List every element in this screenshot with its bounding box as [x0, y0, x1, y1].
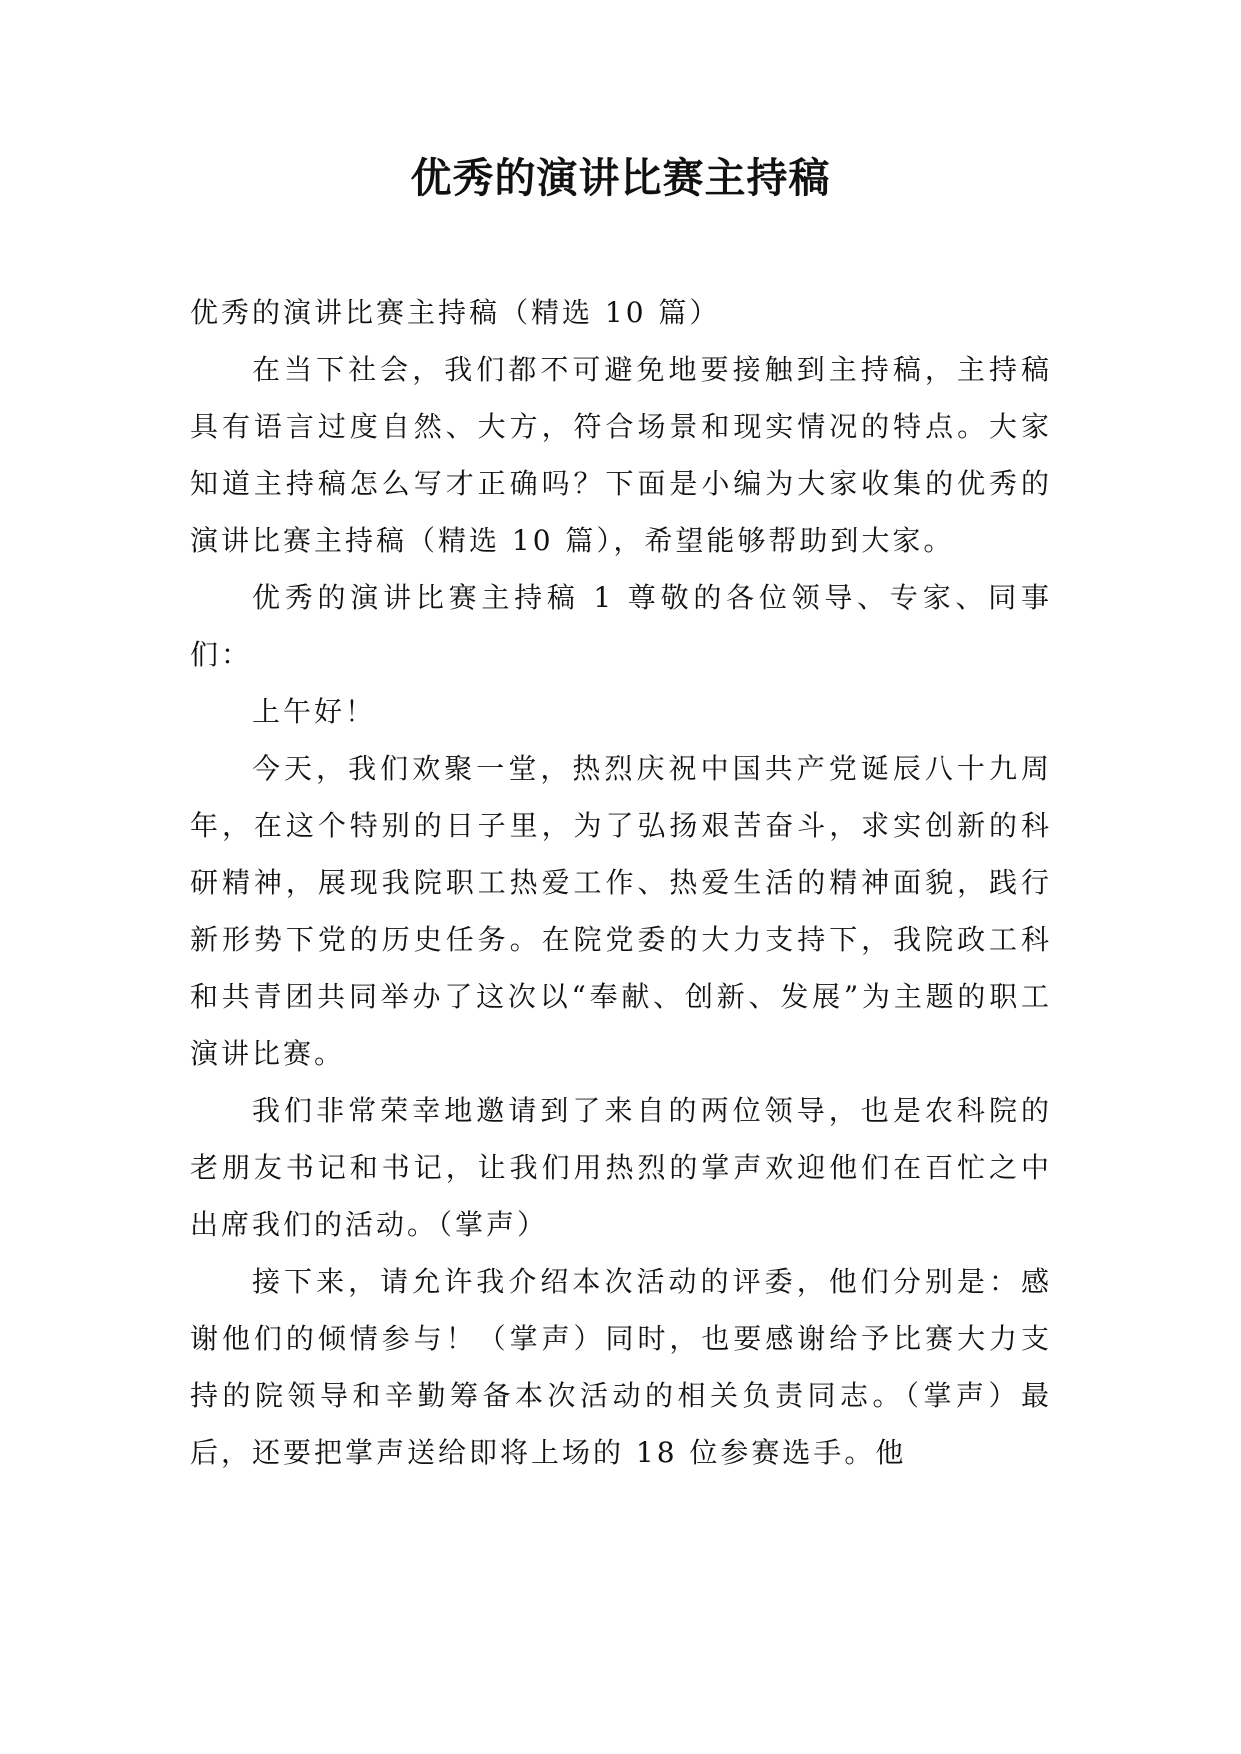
document-title: 优秀的演讲比赛主持稿	[410, 154, 831, 202]
document-body	[190, 284, 1052, 1481]
paragraph-celebration: 今天，我们欢聚一堂，热烈庆祝中国共产党诞辰八十九周年，在这个特别的日子里，为了弘扬艰苦奋斗，求实创新的科研精神，展现我院职工热爱工作、热爱生活的精神面貌，践行新形势下党的历史任务。在院党委的大力支持下，我院政工科和共青团共同举办了这次以“奉献、创新、发展”为主题的职工演讲比赛。	[190, 752, 1052, 1070]
paragraph-guests: 我们非常荣幸地邀请到了来自的两位领导，也是农科院的老朋友书记和书记，让我们用热烈的掌声欢迎他们在百忙之中出席我们的活动。（掌声）	[190, 1094, 1052, 1241]
paragraph-judges: 接下来，请允许我介绍本次活动的评委，他们分别是：感谢他们的倾情参与！（掌声）同时，也要感谢给予比赛大力支持的院领导和辛勤筹备本次活动的相关负责同志。（掌声）最后，还要把掌声送给即将上场的 18 位参赛选手。他	[190, 1265, 1052, 1469]
document-subtitle: 优秀的演讲比赛主持稿（精选 10 篇）	[190, 296, 721, 329]
paragraph-intro: 在当下社会，我们都不可避免地要接触到主持稿，主持稿具有语言过度自然、大方，符合场景和现实情况的特点。大家知道主持稿怎么写才正确吗？下面是小编为大家收集的优秀的演讲比赛主持稿（精选 10 篇），希望能够帮助到大家。	[190, 353, 1052, 557]
paragraph-greeting-heading: 优秀的演讲比赛主持稿 1 尊敬的各位领导、专家、同事们：	[190, 581, 1052, 671]
paragraph-good-morning: 上午好！	[252, 695, 377, 728]
